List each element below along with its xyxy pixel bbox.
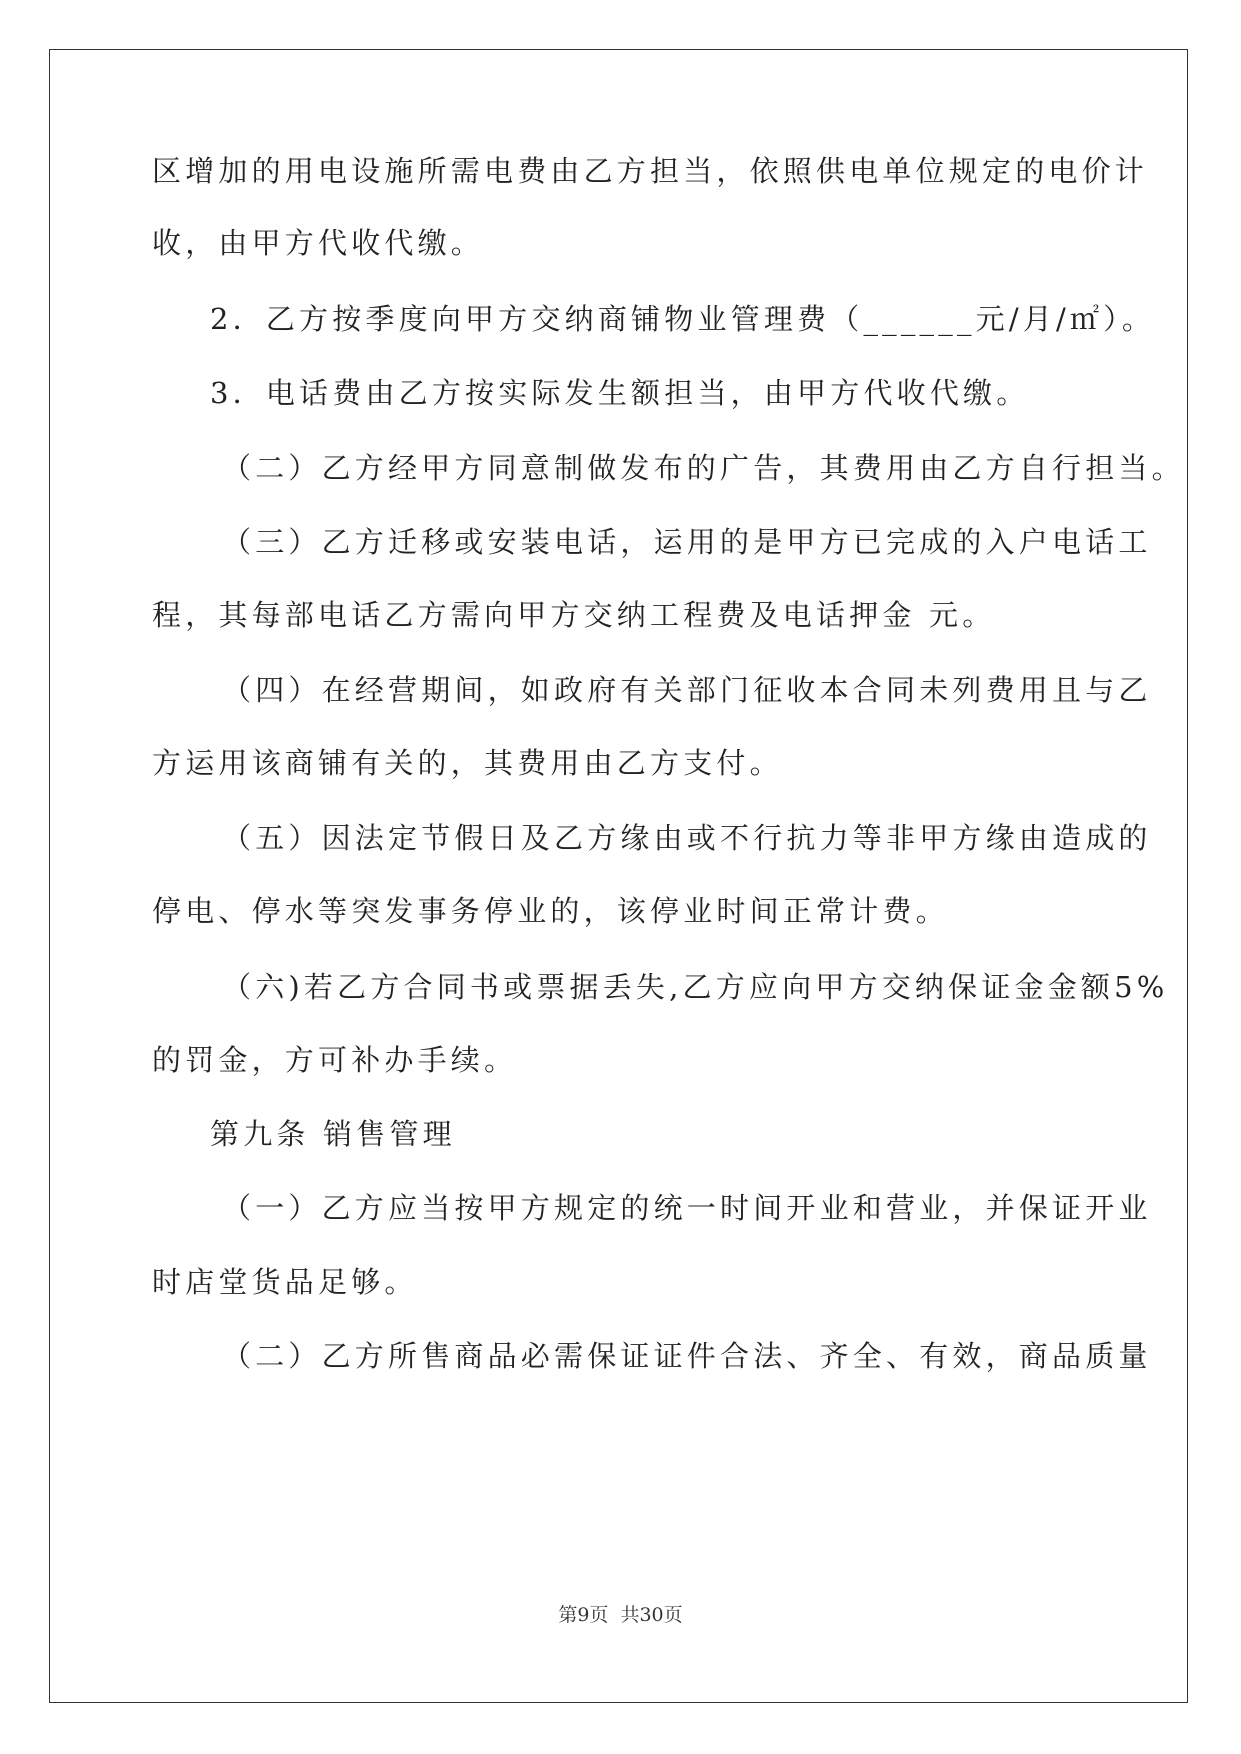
page-footer: [0, 1600, 1241, 1627]
body-line-3: 2．乙方按季度向甲方交纳商铺物业管理费（______元/月/㎡）。: [210, 302, 1156, 336]
body-line-15: （一）乙方应当按甲方规定的统一时间开业和营业，并保证开业: [222, 1191, 1152, 1225]
page-number: 第9页: [558, 1604, 609, 1626]
body-line-12: （六)若乙方合同书或票据丢失,乙方应向甲方交纳保证金金额5%: [222, 970, 1169, 1004]
body-line-9: 方运用该商铺有关的，其费用由乙方支付。: [152, 746, 783, 780]
body-line-1: 区增加的用电设施所需电费由乙方担当，依照供电单位规定的电价计: [152, 154, 1149, 188]
body-line-7: 程，其每部电话乙方需向甲方交纳工程费及电话押金 元。: [152, 598, 996, 632]
body-line-6: （三）乙方迁移或安装电话，运用的是甲方已完成的入户电话工: [222, 525, 1152, 559]
body-line-16: 时店堂货品足够。: [152, 1265, 418, 1299]
body-line-8: （四）在经营期间，如政府有关部门征收本合同未列费用且与乙: [222, 673, 1152, 707]
page-total: 共30页: [620, 1604, 683, 1626]
body-line-2: 收，由甲方代收代缴。: [152, 226, 485, 260]
body-line-10: （五）因法定节假日及乙方缘由或不行抗力等非甲方缘由造成的: [222, 821, 1152, 855]
section-heading: 第九条 销售管理: [210, 1117, 456, 1151]
body-line-11: 停电、停水等突发事务停业的，该停业时间正常计费。: [152, 894, 949, 928]
page-frame: [49, 49, 1188, 1703]
body-line-4: 3．电话费由乙方按实际发生额担当，由甲方代收代缴。: [210, 376, 1030, 410]
body-line-17: （二）乙方所售商品必需保证证件合法、齐全、有效，商品质量: [222, 1339, 1152, 1373]
body-line-5: （二）乙方经甲方同意制做发布的广告，其费用由乙方自行担当。: [222, 451, 1185, 485]
body-line-13: 的罚金，方可补办手续。: [152, 1043, 518, 1077]
